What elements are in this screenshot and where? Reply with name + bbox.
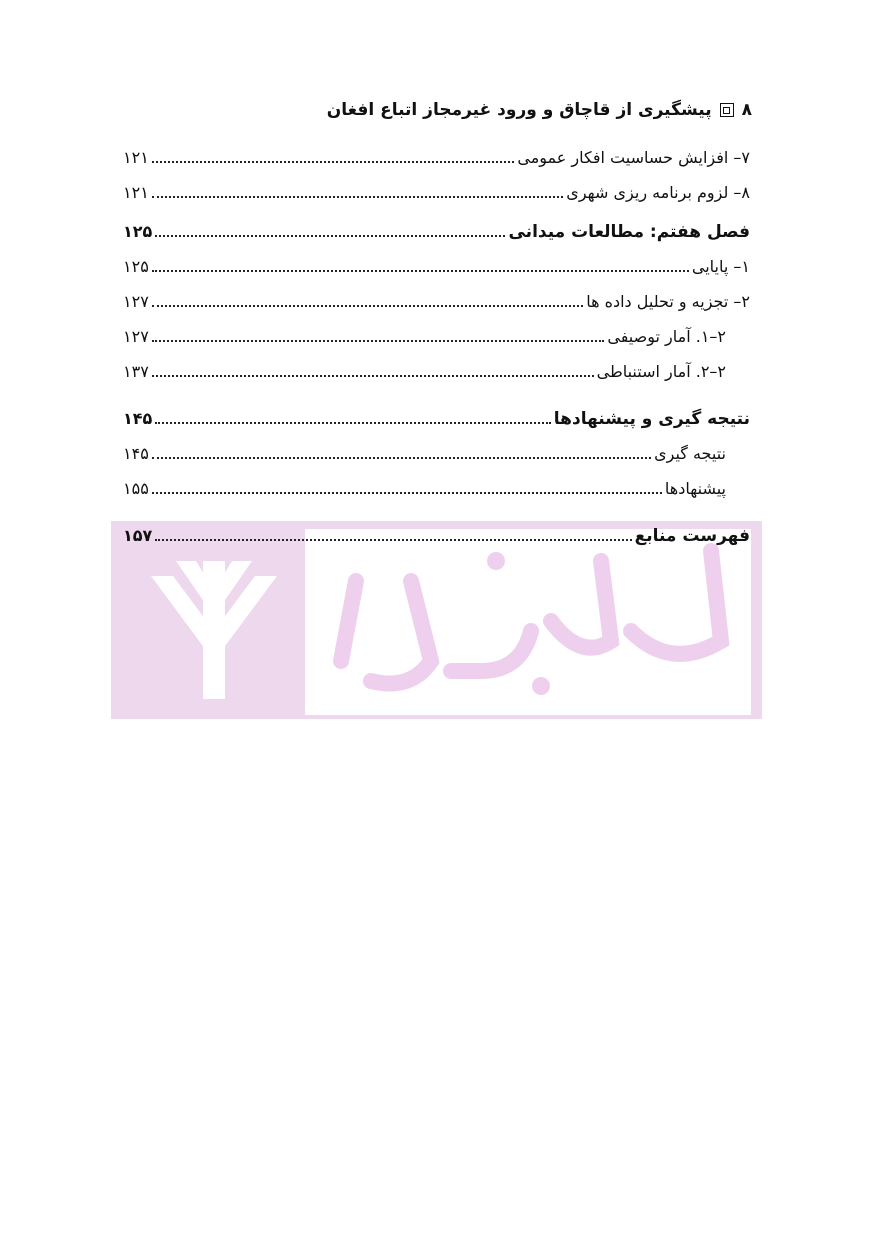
toc-entry-page: ۱۵۵ <box>123 479 149 498</box>
toc-chapter-label: فهرست منابع <box>634 526 750 546</box>
dot-leader <box>152 457 651 459</box>
page-number: ۸ <box>741 100 752 120</box>
toc-subentry[interactable] <box>123 444 750 479</box>
toc-entry-label: ۲–۲. آمار استنباطی <box>596 362 726 381</box>
toc-chapter[interactable] <box>123 526 750 561</box>
dot-leader <box>155 235 505 237</box>
toc-subentry[interactable] <box>123 327 750 362</box>
dot-leader <box>152 161 515 163</box>
book-icon <box>720 103 734 117</box>
toc-entry-label: نتیجه گیری <box>654 444 726 463</box>
toc-entry[interactable] <box>123 148 750 183</box>
running-title: پیشگیری از قاچاق و ورود غیرمجاز اتباع افغان <box>326 100 712 120</box>
toc-chapter-page: ۱۲۵ <box>123 222 153 241</box>
page-header <box>112 100 752 120</box>
toc-entry-page: ۱۲۵ <box>123 257 149 276</box>
toc-chapter[interactable] <box>123 409 750 444</box>
dot-leader <box>152 305 583 307</box>
dot-leader <box>155 422 551 424</box>
toc-chapter-page: ۱۴۵ <box>123 409 153 428</box>
dot-leader <box>152 270 689 272</box>
toc-entry-page: ۱۳۷ <box>123 362 149 381</box>
toc-entry[interactable] <box>123 257 750 292</box>
toc-entry-page: ۱۲۱ <box>123 183 149 202</box>
dot-leader <box>152 340 605 342</box>
toc-entry-label: ۲– تجزیه و تحلیل داده ها <box>586 292 750 311</box>
toc-subentry[interactable] <box>123 479 750 514</box>
dot-leader <box>152 375 594 377</box>
toc-entry[interactable] <box>123 183 750 218</box>
toc-chapter[interactable] <box>123 222 750 257</box>
table-of-contents <box>123 148 750 561</box>
dot-leader <box>155 539 631 541</box>
toc-entry[interactable] <box>123 292 750 327</box>
toc-entry-label: پیشنهادها <box>664 479 726 498</box>
toc-entry-label: ۱– پایایی <box>691 257 750 276</box>
dot-leader <box>152 492 662 494</box>
toc-chapter-page: ۱۵۷ <box>123 526 153 545</box>
dot-leader <box>152 196 564 198</box>
toc-entry-label: ۸– لزوم برنامه ریزی شهری <box>566 183 750 202</box>
toc-entry-page: ۱۲۱ <box>123 148 149 167</box>
toc-entry-label: ۷– افزایش حساسیت افکار عمومی <box>517 148 750 167</box>
toc-entry-page: ۱۴۵ <box>123 444 149 463</box>
toc-entry-label: ۲–۱. آمار توصیفی <box>607 327 726 346</box>
toc-chapter-label: فصل هفتم: مطالعات میدانی <box>508 222 750 242</box>
toc-entry-page: ۱۲۷ <box>123 327 149 346</box>
toc-chapter-label: نتیجه گیری و پیشنهادها <box>553 409 750 429</box>
toc-entry-page: ۱۲۷ <box>123 292 149 311</box>
toc-subentry[interactable] <box>123 362 750 397</box>
